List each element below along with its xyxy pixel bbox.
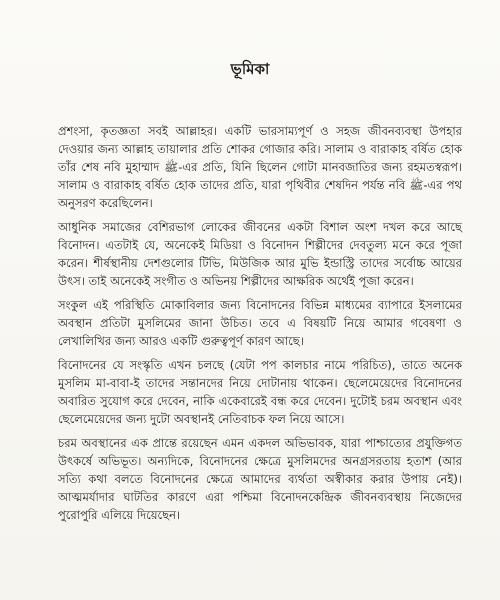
paragraph-1: প্রশংসা, কৃতজ্ঞতা সবই আল্লাহর। একটি ভারসাম্যপূর্ণ ও সহজ জীবনব্যবস্থা উপহার দেওয়ার জন্য আল্লাহ তায়ালার প্রতি শোকর গোজার করি। সালাম ও বারাকাহ বর্ষিত হোক তাঁর শেষ নবি মুহাম্মাদ ﷺ-এর প্রতি, যিনি ছিলেন গোটা মানবজাতির জন্য রহমতস্বরূপ। সালাম ও বারাকাহ বর্ষিত হোক তাদের প্রতি, যারা পৃথিবীর শেষদিন পর্যন্ত নবি ﷺ-এর পথ অনুসরণ করেছিলেন। (58, 124, 463, 210)
page-title: ভূমিকা (230, 60, 270, 78)
page-body (58, 122, 462, 530)
paragraph-3: সংকুল এই পরিস্থিতি মোকাবিলার জন্য বিনোদনের বিভিন্ন মাধ্যমের ব্যাপারে ইসলামের অবস্থান প্রতিটা মুসলিমের জানা উচিত। তবে এ বিষয়টি নিয়ে আমার গবেষণা ও লেখালিখির জন্য আরও একটি গুরুত্বপূর্ণ কারণ আছে। (58, 298, 462, 348)
paragraph-5: চরম অবস্থানের এক প্রান্তে রয়েছেন এমন একদল অভিভাবক, যারা পাশ্চাত্যের প্রযুক্তিগত উৎকর্ষে অভিভূত। অন্যদিকে, বিনোদনের ক্ষেত্রে মুসলিমদের অনগ্রসরতায় হতাশ (আর সত্যি কথা বলতে বিনোদনের ক্ষেত্রে আমাদের ব্যর্থতা অস্বীকার করার উপায় নেই)। আত্মমর্যাদার ঘাটতির কারণে এরা পশ্চিমা বিনোদনকেন্দ্রিক জীবনব্যবস্থায় নিজেদের পুরোপুরি এলিয়ে দিয়েছেন। (58, 436, 462, 522)
paragraph-2: আধুনিক সমাজের বেশিরভাগ লোকের জীবনের একটা বিশাল অংশ দখল করে আছে বিনোদন। এতটাই যে, অনেকেই মিডিয়া ও বিনোদন শিল্পীদের দেবতুল্য মনে করে পূজা করেন। শীর্ষস্থানীয় দেশগুলোর টিভি, মিউজিক আর মুভি ইন্ডাস্ট্রি তাদের সর্বোচ্চ আয়ের উৎস। তাই অনেকেই সংগীত ও অভিনয় শিল্পীদের আক্ষরিক অর্থেই পূজা করেন। (58, 220, 462, 288)
paragraph-4: বিনোদনের যে সংস্কৃতি এখন চলছে (যেটা পপ কালচার নামে পরিচিত), তাতে অনেক মুসলিম মা-বাবা-ই তাদের সন্তানদের নিয়ে দোটানায় থাকেন। ছেলেমেয়েদের বিনোদনের অবারিত সুযোগ করে দেবেন, নাকি একেবারেই বন্ধ করে দেবেন। দুটোই চরম অবস্থান এবং ছেলেমেয়েদের জন্য দুটো অবস্থানই নেতিবাচক ফল নিয়ে আসে। (58, 358, 462, 426)
